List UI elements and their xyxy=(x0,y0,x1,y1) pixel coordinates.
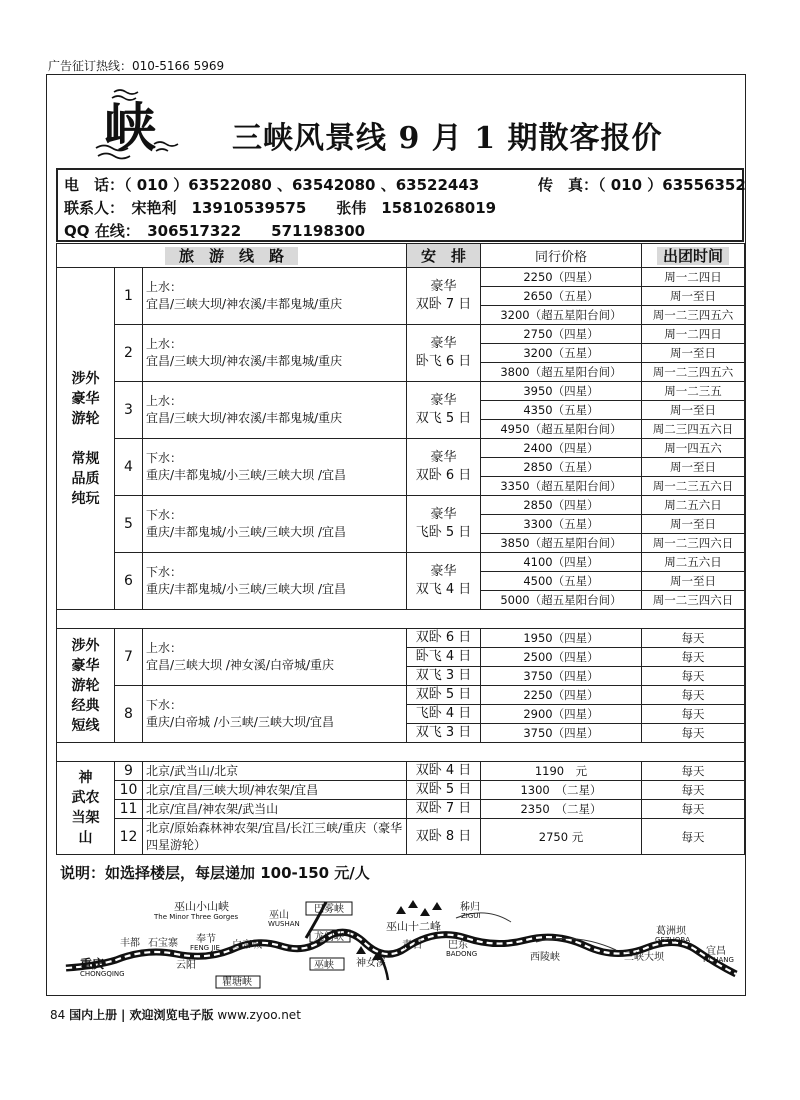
tour-price: 4350（五星） xyxy=(481,401,642,420)
map-label: BADONG xyxy=(446,950,478,958)
departure-dates: 周一二三四五六 xyxy=(642,306,745,325)
tour-route xyxy=(143,819,407,855)
text-line: 经典 xyxy=(71,697,100,714)
tour-number: 3 xyxy=(115,382,143,439)
tour-price: 2750 元 xyxy=(481,819,642,855)
map-label: 巫山小山峡 xyxy=(174,900,229,913)
floor-note: 说明：如选择楼层，每层递加 100-150 元/人 xyxy=(60,864,370,882)
table-row xyxy=(57,553,745,572)
map-label: WUSHAN xyxy=(268,920,300,928)
tour-price: 2750（四星） xyxy=(481,325,642,344)
text-line: 涉外 xyxy=(71,637,100,654)
departure-dates: 周一二三四五六 xyxy=(642,363,745,382)
departure-dates: 每天 xyxy=(642,762,745,781)
route-text: 宜昌/三峡大坝 /神女溪/白帝城/重庆 xyxy=(146,658,334,672)
text-line: 武农 xyxy=(71,790,100,806)
tour-arrangement: 双卧 7 日 xyxy=(407,800,481,819)
departure-dates: 每天 xyxy=(642,705,745,724)
route-text: 宜昌/三峡大坝/神农溪/丰都鬼城/重庆 xyxy=(146,411,343,425)
departure-dates: 周一二四日 xyxy=(642,268,745,287)
departure-dates: 周一至日 xyxy=(642,458,745,477)
tour-price: 3200（五星） xyxy=(481,344,642,363)
tour-route xyxy=(143,553,407,610)
tour-arrangement: 双卧 6 日 xyxy=(407,629,481,648)
gorge-logo xyxy=(92,86,182,166)
page-title: 三峡风景线 9 月 1 期散客报价 xyxy=(232,121,663,156)
group-label xyxy=(57,762,115,855)
tour-price: 3300（五星） xyxy=(481,515,642,534)
tour-route xyxy=(143,629,407,686)
tour-direction: 下水： xyxy=(146,508,183,522)
map-label: 石宝寨 xyxy=(148,938,178,949)
table-header-row xyxy=(57,244,745,268)
map-label: 秭归 xyxy=(460,902,480,913)
text-line: 豪华 xyxy=(430,279,457,294)
footer-section: 国内上册 xyxy=(69,1008,118,1022)
departure-dates: 周二五六日 xyxy=(642,553,745,572)
text-line: 纯玩 xyxy=(71,490,100,507)
text-line: 神 xyxy=(78,770,93,786)
header-arrange: 安 排 xyxy=(407,244,481,268)
departure-dates: 每天 xyxy=(642,724,745,743)
tour-direction: 上水： xyxy=(146,394,183,408)
group-label xyxy=(57,268,115,610)
tour-price: 3850（超五星阳台间） xyxy=(481,534,642,553)
text-line: 常规 xyxy=(71,450,100,467)
tour-price: 2350 （二星） xyxy=(481,800,642,819)
map-label: 青石 xyxy=(402,940,422,951)
departure-dates: 周一二三四六日 xyxy=(642,534,745,553)
map-label: 白帝城 xyxy=(232,940,262,951)
contact-fax: 传 真：（ 010 ）63556352 xyxy=(538,176,746,194)
contact-box xyxy=(56,168,744,242)
departure-dates: 每天 xyxy=(642,667,745,686)
departure-dates: 周一二四日 xyxy=(642,325,745,344)
text-line: 涉外 xyxy=(71,370,100,387)
map-label: YICHANG xyxy=(702,956,734,964)
route-text: 北京/宜昌/神农架/武当山 xyxy=(146,801,279,816)
page-number: 84 xyxy=(50,1008,66,1022)
ad-hotline: 广告征订热线：010-5166 5969 xyxy=(48,59,225,73)
departure-dates: 周一至日 xyxy=(642,401,745,420)
tour-route xyxy=(143,439,407,496)
text-line: 豪华 xyxy=(430,507,457,522)
map-label: 丰都 xyxy=(120,938,140,949)
map-label: ZIGUI xyxy=(461,912,481,920)
tour-arrangement: 双卧 4 日 xyxy=(407,762,481,781)
text-line: 豪华 xyxy=(71,657,100,674)
tour-number: 2 xyxy=(115,325,143,382)
tour-price: 1300 （二星） xyxy=(481,781,642,800)
tour-route xyxy=(143,382,407,439)
tour-price: 4950（超五星阳台间） xyxy=(481,420,642,439)
departure-dates: 周二五六日 xyxy=(642,496,745,515)
tour-direction: 上水： xyxy=(146,337,183,351)
text-line: 双卧 7 日 xyxy=(415,297,472,312)
map-label: 宜昌 xyxy=(706,946,726,957)
tour-number: 10 xyxy=(115,781,143,800)
text-line: 游轮 xyxy=(71,677,100,694)
departure-dates: 周一至日 xyxy=(642,344,745,363)
map-label: 西陵峡 xyxy=(530,952,560,963)
tour-number: 9 xyxy=(115,762,143,781)
tour-number: 1 xyxy=(115,268,143,325)
map-label: 巴东 xyxy=(448,940,468,951)
text-line: 双飞 5 日 xyxy=(415,411,472,426)
separator-row xyxy=(57,610,745,629)
table-row xyxy=(57,268,745,287)
text-line: 短线 xyxy=(71,717,100,734)
tour-direction: 上水： xyxy=(146,280,183,294)
text-line: 豪华 xyxy=(71,390,100,407)
tour-arrangement: 双卧 5 日 xyxy=(407,781,481,800)
table-row xyxy=(57,762,745,781)
tour-arrangement xyxy=(407,268,481,325)
tour-arrangement: 双飞 3 日 xyxy=(407,667,481,686)
tour-price: 2850（五星） xyxy=(481,458,642,477)
map-label: 重庆 xyxy=(80,957,105,971)
departure-dates: 周一二三五 xyxy=(642,382,745,401)
price-table xyxy=(56,243,745,855)
map-label: 云阳 xyxy=(176,960,196,971)
departure-dates: 周一四五六 xyxy=(642,439,745,458)
departure-dates: 周一二三四六日 xyxy=(642,591,745,610)
text-line: 双飞 4 日 xyxy=(415,582,472,597)
route-text: 重庆/丰都鬼城/小三峡/三峡大坝 /宜昌 xyxy=(146,582,346,596)
tour-arrangement: 卧飞 4 日 xyxy=(407,648,481,667)
tour-price: 3950（四星） xyxy=(481,382,642,401)
footer-url: www.zyoo.net xyxy=(217,1008,301,1022)
text-line: 豪华 xyxy=(430,336,457,351)
three-gorges-route-map xyxy=(56,888,744,992)
text-line: 豪华 xyxy=(430,564,457,579)
map-label: 巴雾峡 xyxy=(314,904,344,915)
map-label: FENG JIE xyxy=(190,944,220,952)
tour-arrangement: 双卧 8 日 xyxy=(407,819,481,855)
tour-price: 1950（四星） xyxy=(481,629,642,648)
table-row xyxy=(57,439,745,458)
tour-price: 2250（四星） xyxy=(481,686,642,705)
text-line: 游轮 xyxy=(71,410,100,427)
footer-promo: 欢迎浏览电子版 xyxy=(129,1008,214,1022)
table-row xyxy=(57,686,745,705)
contact-qq: QQ 在线： 306517322 571198300 xyxy=(64,222,366,240)
tour-price: 2650（五星） xyxy=(481,287,642,306)
group-label xyxy=(57,629,115,743)
table-row xyxy=(57,781,745,800)
route-text: 重庆/丰都鬼城/小三峡/三峡大坝 /宜昌 xyxy=(146,525,346,539)
departure-dates: 周二三四五六日 xyxy=(642,420,745,439)
tour-price: 3350（超五星阳台间） xyxy=(481,477,642,496)
tour-direction: 下水： xyxy=(146,698,183,712)
contact-phone: 电 话：（ 010 ）63522080 、63542080 、63522443 xyxy=(64,176,480,194)
tour-number: 5 xyxy=(115,496,143,553)
route-text: 北京/武当山/北京 xyxy=(146,763,239,778)
tour-arrangement xyxy=(407,382,481,439)
tour-price: 3750（四星） xyxy=(481,724,642,743)
tour-route xyxy=(143,781,407,800)
tour-arrangement xyxy=(407,325,481,382)
page-footer: 84 国内上册 | 欢迎浏览电子版 www.zyoo.net xyxy=(50,1008,301,1022)
route-text: 宜昌/三峡大坝/神农溪/丰都鬼城/重庆 xyxy=(146,354,343,368)
table-row xyxy=(57,325,745,344)
departure-dates: 周一二三五六日 xyxy=(642,477,745,496)
tour-price: 3750（四星） xyxy=(481,667,642,686)
tour-direction: 下水： xyxy=(146,451,183,465)
tour-price: 3200（超五星阳台间） xyxy=(481,306,642,325)
tour-arrangement: 双卧 5 日 xyxy=(407,686,481,705)
departure-dates: 每天 xyxy=(642,686,745,705)
tour-price: 4100（四星） xyxy=(481,553,642,572)
tour-number: 4 xyxy=(115,439,143,496)
departure-dates: 每天 xyxy=(642,648,745,667)
tour-number: 6 xyxy=(115,553,143,610)
text-line: 当架 xyxy=(71,810,100,826)
tour-arrangement xyxy=(407,439,481,496)
header-route: 旅 游 线 路 xyxy=(57,244,407,268)
departure-dates: 每天 xyxy=(642,800,745,819)
tour-price: 3800（超五星阳台间） xyxy=(481,363,642,382)
map-label: 三峡大坝 xyxy=(624,952,664,963)
tour-price: 2900（四星） xyxy=(481,705,642,724)
map-label: GEZHOBA xyxy=(655,936,691,944)
tour-direction: 上水： xyxy=(146,641,183,655)
route-text: 北京/宜昌/三峡大坝/神农架/宜昌 xyxy=(146,782,319,797)
contact-people: 联系人： 宋艳利 13910539575 张伟 15810268019 xyxy=(64,199,497,217)
tour-number: 8 xyxy=(115,686,143,743)
departure-dates: 周一至日 xyxy=(642,515,745,534)
tour-route xyxy=(143,762,407,781)
departure-dates: 每天 xyxy=(642,781,745,800)
tour-price: 2400（四星） xyxy=(481,439,642,458)
tour-arrangement xyxy=(407,496,481,553)
map-label: CHONGQING xyxy=(80,970,125,978)
map-label: 奉节 xyxy=(196,934,216,945)
departure-dates: 周一至日 xyxy=(642,572,745,591)
separator-row xyxy=(57,743,745,762)
table-row xyxy=(57,819,745,855)
tour-number: 12 xyxy=(115,819,143,855)
tour-route xyxy=(143,686,407,743)
table-row xyxy=(57,800,745,819)
text-line: 豪华 xyxy=(430,393,457,408)
text-line: 双卧 6 日 xyxy=(415,468,472,483)
table-row xyxy=(57,382,745,401)
tour-price: 2500（四星） xyxy=(481,648,642,667)
route-text: 北京/原始森林神农架/宜昌/长江三峡/重庆（豪华四星游轮） xyxy=(146,820,403,852)
tour-route xyxy=(143,496,407,553)
map-label: 神女溪 xyxy=(356,958,386,969)
map-label: 巫山十二峰 xyxy=(386,920,441,933)
tour-direction: 下水： xyxy=(146,565,183,579)
table-row xyxy=(57,496,745,515)
logo-character: 峡 xyxy=(104,98,157,159)
tour-arrangement: 飞卧 4 日 xyxy=(407,705,481,724)
tour-price: 1190 元 xyxy=(481,762,642,781)
route-text: 重庆/丰都鬼城/小三峡/三峡大坝 /宜昌 xyxy=(146,468,346,482)
text-line: 豪华 xyxy=(430,450,457,465)
map-labels xyxy=(80,899,734,988)
map-label: 巫峡 xyxy=(314,960,334,971)
table-body xyxy=(57,268,745,855)
departure-dates: 每天 xyxy=(642,629,745,648)
map-label: 龙门峡 xyxy=(314,932,344,943)
text-line: 飞卧 5 日 xyxy=(415,525,472,540)
text-line: 山 xyxy=(78,830,93,846)
route-text: 重庆/白帝城 /小三峡/三峡大坝/宜昌 xyxy=(146,715,334,729)
map-label: 巫山 xyxy=(269,910,289,921)
route-text: 宜昌/三峡大坝/神农溪/丰都鬼城/重庆 xyxy=(146,297,343,311)
map-label: 葛洲坝 xyxy=(656,926,686,937)
map-label: 瞿塘峡 xyxy=(222,977,252,988)
text-line: 卧飞 6 日 xyxy=(415,354,472,369)
header-price: 同行价格 xyxy=(481,244,642,268)
tour-price: 5000（超五星阳台间） xyxy=(481,591,642,610)
departure-dates: 周一至日 xyxy=(642,287,745,306)
tour-number: 7 xyxy=(115,629,143,686)
tour-arrangement: 双飞 3 日 xyxy=(407,724,481,743)
tour-route xyxy=(143,268,407,325)
header-dates: 出团时间 xyxy=(642,244,745,268)
tour-price: 4500（五星） xyxy=(481,572,642,591)
tour-price: 2850（四星） xyxy=(481,496,642,515)
tour-number: 11 xyxy=(115,800,143,819)
departure-dates: 每天 xyxy=(642,819,745,855)
tour-route xyxy=(143,800,407,819)
tour-arrangement xyxy=(407,553,481,610)
table-row xyxy=(57,629,745,648)
tour-route xyxy=(143,325,407,382)
tour-price: 2250（四星） xyxy=(481,268,642,287)
map-label: The Minor Three Gorges xyxy=(154,913,239,921)
text-line: 品质 xyxy=(71,470,100,487)
